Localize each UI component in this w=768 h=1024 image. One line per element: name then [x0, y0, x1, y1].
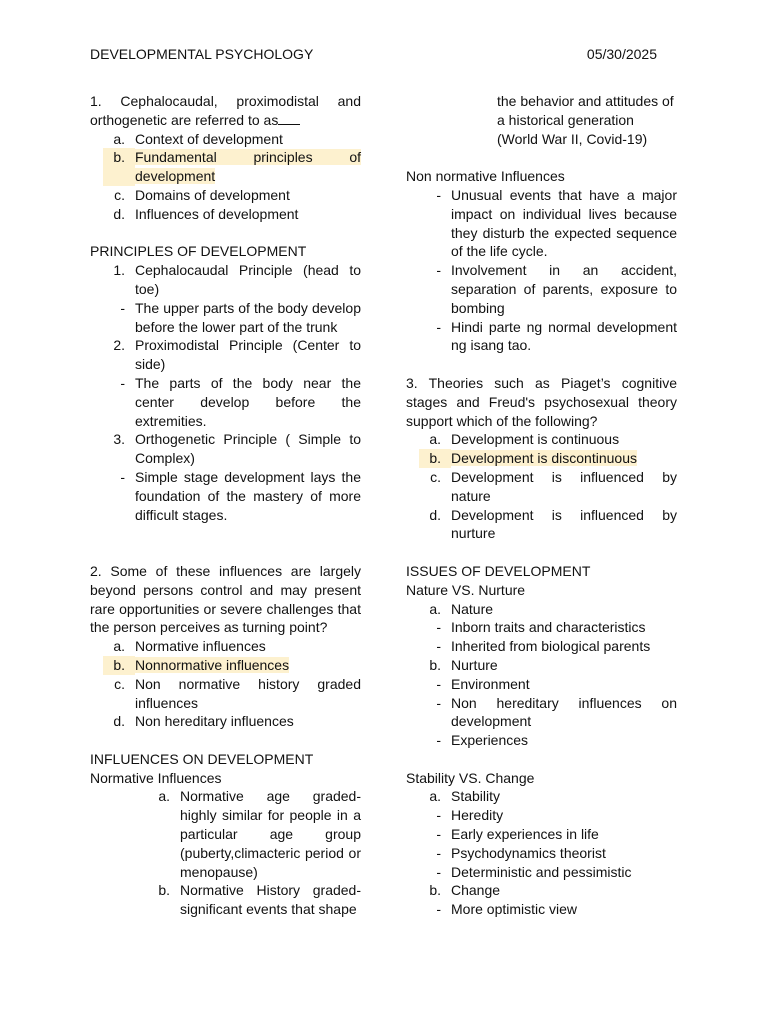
option-d: d. Influences of development — [113, 205, 299, 222]
question-3-stem: 3. Theories such as Piaget’s cognitive stages and Freud's psychosexual theory support which of the following? — [406, 374, 677, 429]
stability-change-list — [419, 787, 677, 919]
nature-nurture-heading: Nature VS. Nurture — [406, 581, 526, 598]
question-3-options — [419, 430, 677, 543]
option-a: a. Normative influences — [113, 638, 266, 655]
list-item: - Hindi parte ng normal development ng isang tao. — [436, 318, 677, 354]
option-a: a. Context of development — [113, 130, 283, 147]
list-item: - Simple stage development lays the foundation of the mastery of more difficult stages. — [120, 468, 361, 523]
option-c: c. Development is influenced by nature — [430, 468, 677, 504]
option-a: a. Development is continuous — [429, 431, 620, 448]
list-item: - Environment — [436, 675, 530, 692]
list-item: - Deterministic and pessimistic — [436, 863, 632, 880]
normative-influences-list — [148, 787, 361, 919]
influences-heading: INFLUENCES ON DEVELOPMENT — [90, 750, 314, 767]
list-item: 1. Cephalocaudal Principle (head to toe) — [113, 262, 361, 297]
question-2-stem: 2. Some of these influences are largely beyond persons control and may present rare opportunities or severe challenges that the person perceives as turning point? — [90, 562, 361, 636]
principles-heading: PRINCIPLES OF DEVELOPMENT — [90, 243, 307, 260]
stability-change-heading: Stability VS. Change — [406, 769, 535, 786]
answer-blank — [278, 111, 300, 125]
list-item: - Unusual events that have a major impact on individual lives because they disturb the expected sequence of the life cycle. — [436, 186, 677, 260]
question-1-options — [103, 130, 361, 224]
continuation-text: the behavior and attitudes of a historical generation (World War II, Covid-19) — [497, 93, 674, 147]
option-b-highlighted: b. Fundamental principles of development — [103, 148, 361, 186]
list-item: - Inherited from biological parents — [436, 638, 651, 655]
list-item: b. Normative History graded- significant events that shape — [158, 882, 361, 918]
nonnormative-heading: Non normative Influences — [406, 168, 565, 185]
nonnormative-list — [419, 186, 677, 355]
list-item: b. Change — [429, 882, 501, 899]
list-item: - Early experiences in life — [436, 826, 599, 843]
list-item: - More optimistic view — [436, 901, 578, 918]
option-d: d. Non hereditary influences — [113, 713, 294, 730]
list-item: a. Normative age graded- highly similar for people in a particular age group (puberty,climacteric period or menopause) — [158, 788, 361, 880]
list-item: - Heredity — [436, 807, 504, 824]
document-title: DEVELOPMENTAL PSYCHOLOGY — [90, 46, 314, 62]
page-header — [90, 46, 657, 62]
principles-list — [103, 261, 361, 524]
issues-heading: ISSUES OF DEVELOPMENT — [406, 562, 591, 579]
nature-nurture-list — [419, 600, 677, 750]
option-b-highlighted: b. Nonnormative influences — [103, 656, 361, 675]
option-c: c. Domains of development — [114, 186, 290, 203]
list-item: - Experiences — [436, 732, 529, 749]
question-2-options — [103, 637, 361, 731]
list-item: - The upper parts of the body develop before the lower part of the trunk — [120, 299, 361, 335]
document-date: 05/30/2025 — [586, 46, 657, 62]
list-item: 3. Orthogenetic Principle ( Simple to Complex) — [113, 431, 361, 467]
list-item: 2. Proximodistal Principle (Center to side) — [113, 337, 361, 373]
right-column — [406, 92, 677, 919]
list-item: - Non hereditary influences on development — [436, 694, 677, 730]
list-item: - Involvement in an accident, separation of parents, exposure to bombing — [436, 262, 677, 316]
list-item: - Psychodynamics theorist — [436, 844, 606, 861]
list-item: - Inborn traits and characteristics — [436, 619, 646, 636]
list-item: - The parts of the body near the center develop before the extremities. — [120, 374, 361, 429]
option-c: c. Non normative history graded influences — [114, 675, 361, 711]
left-column — [90, 92, 361, 919]
option-d: d. Development is influenced by nurture — [429, 506, 677, 542]
option-b-highlighted: b. Development is discontinuous — [419, 449, 677, 468]
list-item: a. Stability — [429, 788, 501, 805]
list-item: b. Nurture — [429, 656, 498, 673]
question-1-stem: 1. Cephalocaudal, proximodistal and orthogenetic are referred to as — [90, 93, 361, 128]
normative-influences-subheading: Normative Influences — [90, 769, 222, 786]
list-item: a. Nature — [429, 600, 494, 617]
